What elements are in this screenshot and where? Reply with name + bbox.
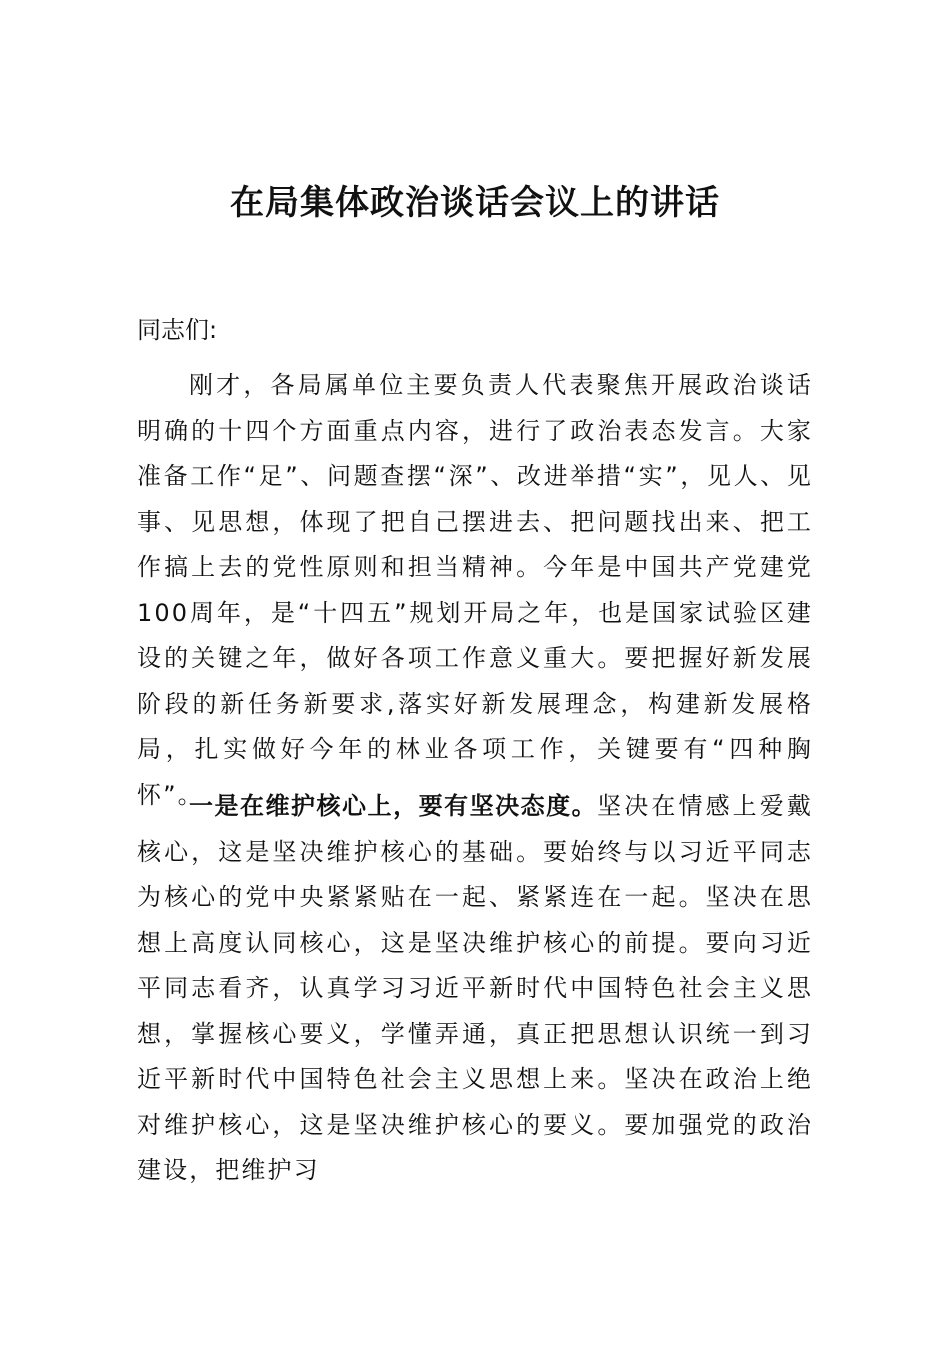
paragraph-point-one — [137, 784, 813, 1194]
salutation: 同志们: — [137, 316, 218, 344]
paragraph-text: 刚才，各局属单位主要负责人代表聚焦开展政治谈话明确的十四个方面重点内容，进行了政治表态发言。大家准备工作“足”、问题查摆“深”、改进举措“实”，见人、见事、见思想，体现了把自己摆进去、把问题找出来、把工作搞上去的党性原则和担当精神。今年是中国共产党建党100周年，是“十四五”规划开局之年，也是国家试验区建设的关键之年，做好各项工作意义重大。要把握好新发展阶段的新任务新要求,落实好新发展理念，构建新发展格局，扎实做好今年的林业各项工作，关键要有“四种胸怀”。 — [137, 371, 813, 809]
paragraph-text: 坚决在情感上爱戴核心，这是坚决维护核心的基础。要始终与以习近平同志为核心的党中央紧紧贴在一起、紧紧连在一起。坚决在思想上高度认同核心，这是坚决维护核心的前提。要向习近平同志看齐，认真学习习近平新时代中国特色社会主义思想，掌握核心要义，学懂弄通，真正把思想认识统一到习近平新时代中国特色社会主义思想上来。坚决在政治上绝对维护核心，这是坚决维护核心的要义。要加强党的政治建设，把维护习 — [137, 792, 813, 1184]
document-title: 在局集体政治谈话会议上的讲话 — [230, 183, 720, 223]
paragraph-lead-heading: 一是在维护核心上，要有坚决态度。 — [189, 792, 598, 820]
paragraph-opening — [137, 363, 813, 818]
